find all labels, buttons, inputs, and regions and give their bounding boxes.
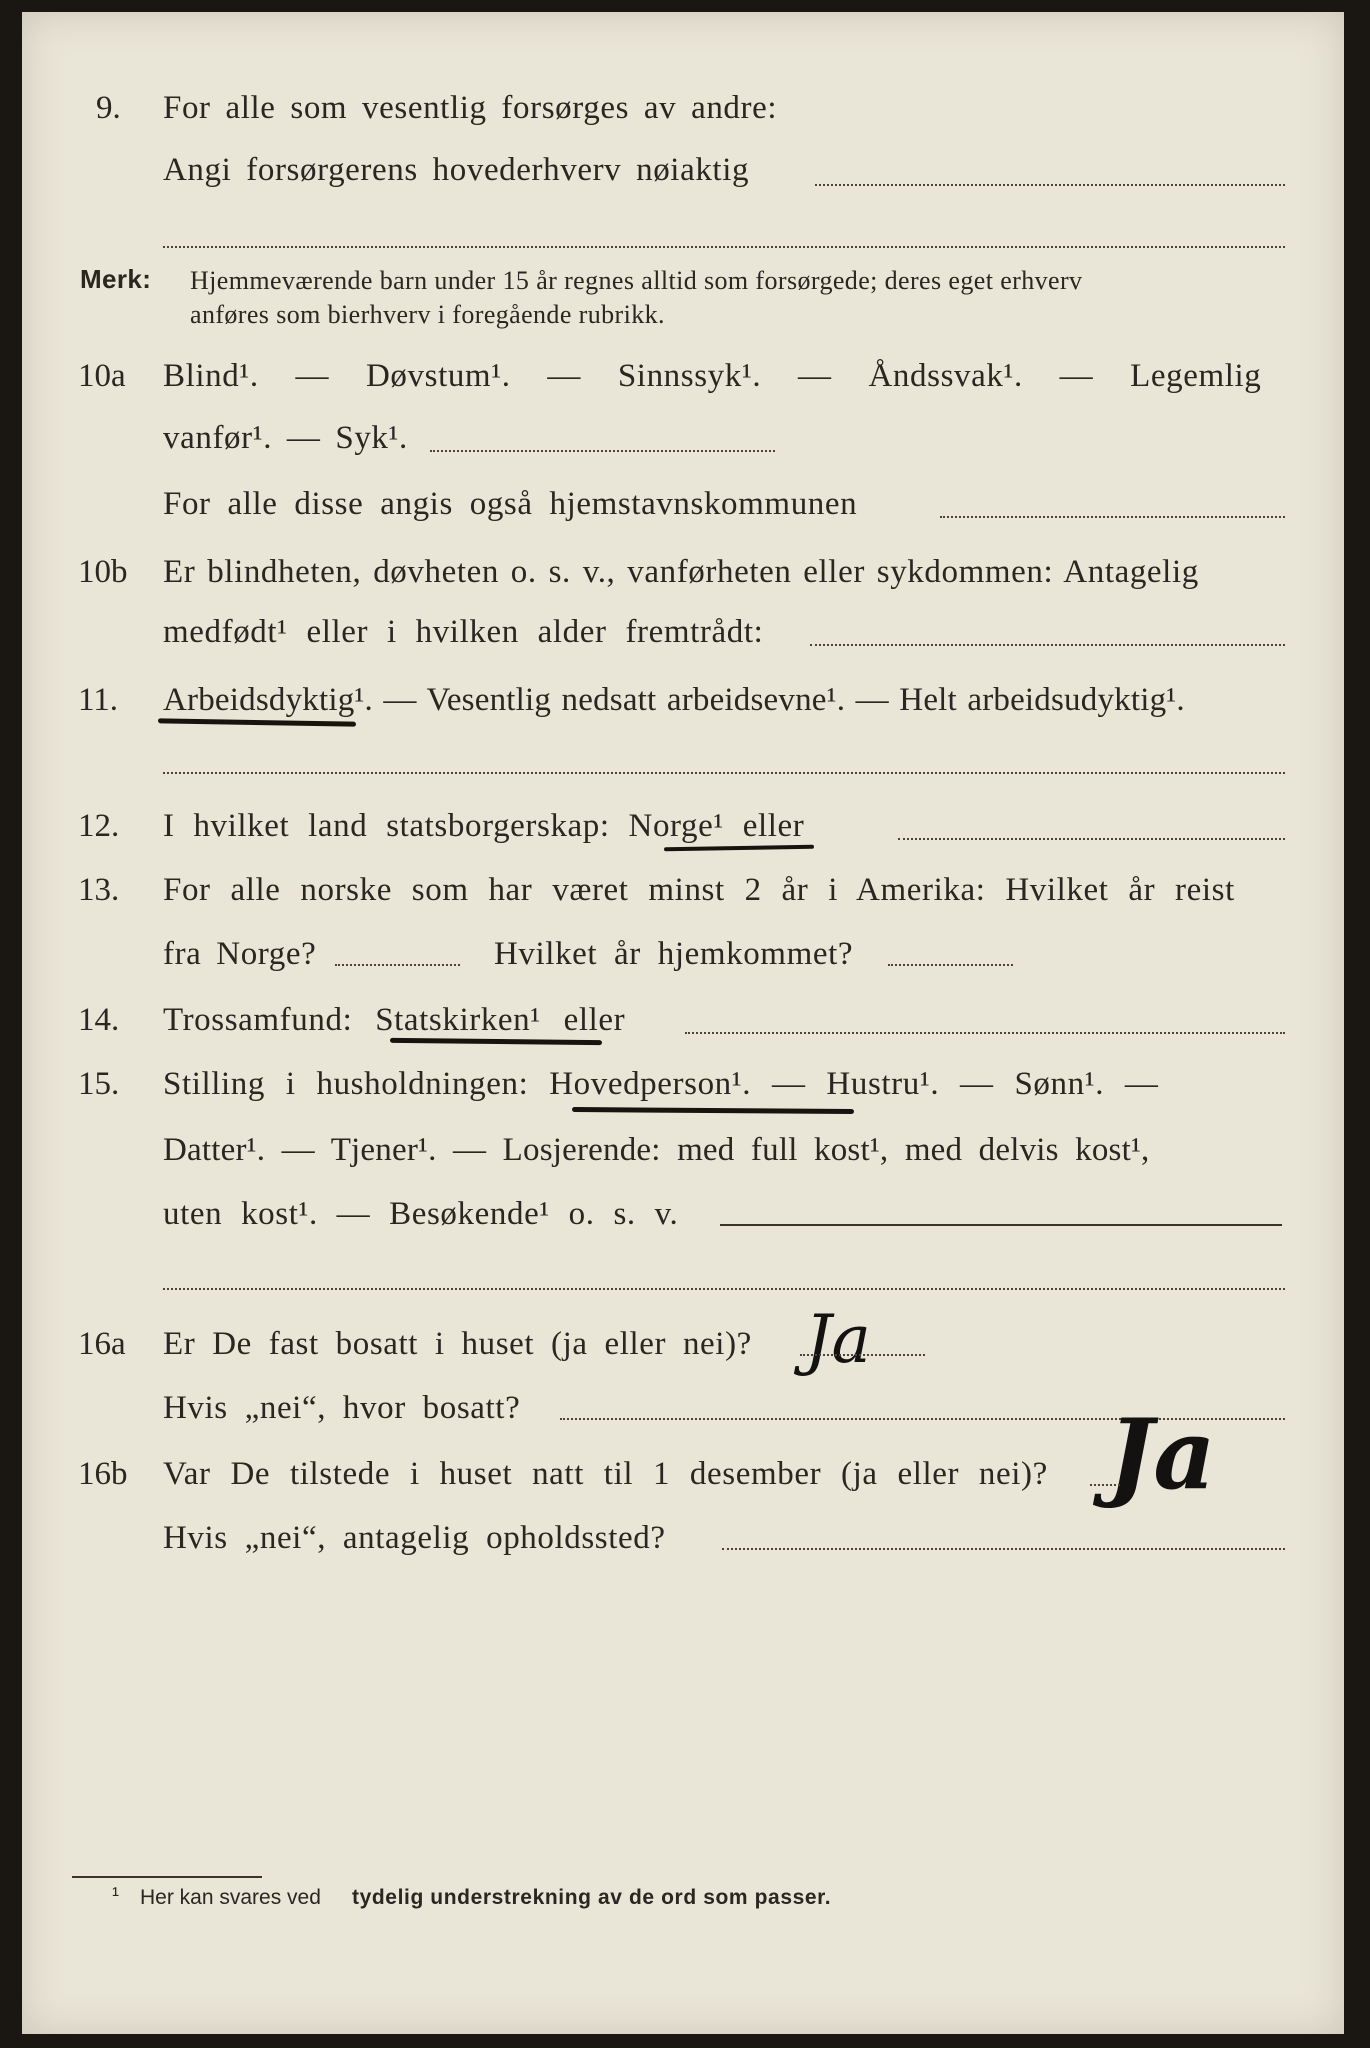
q16a-line2: Hvis „nei“, hvor bosatt? bbox=[163, 1390, 521, 1426]
q10a-line1: Blind¹. — Døvstum¹. — Sinnssyk¹. — Åndssvak¹. — Legemlig bbox=[163, 358, 1262, 394]
merk-label: Merk: bbox=[80, 264, 152, 294]
q10a-answer-line[interactable] bbox=[430, 450, 775, 452]
q16b-number: 16b bbox=[78, 1456, 128, 1492]
q11-number: 11. bbox=[78, 682, 119, 718]
q10a-number: 10a bbox=[78, 358, 126, 394]
q16a-line1: Er De fast bosatt i huset (ja eller nei)? bbox=[163, 1326, 752, 1362]
q14-answer-line[interactable] bbox=[685, 1032, 1285, 1034]
footnote-rule bbox=[72, 1876, 262, 1878]
footnote-text-b: tydelig understrekning av de ord som passer. bbox=[352, 1886, 832, 1909]
footnote-text-a: Her kan svares ved bbox=[140, 1886, 321, 1909]
q9-line1: For alle som vesentlig forsørges av andre: bbox=[163, 90, 778, 126]
q9-line2: Angi forsørgerens hovederhverv nøiaktig bbox=[163, 152, 750, 188]
q10b-line2: medfødt¹ eller i hvilken alder fremtrådt: bbox=[163, 614, 764, 650]
q15-number: 15. bbox=[78, 1066, 120, 1102]
q10a-hometown-line[interactable] bbox=[940, 516, 1285, 518]
q10a-line3: For alle disse angis også hjemstavnskommunen bbox=[163, 486, 858, 522]
q12-text: I hvilket land statsborgerskap: Norge¹ eller bbox=[163, 808, 805, 844]
q16b-answer-line[interactable] bbox=[1090, 1484, 1120, 1486]
q10b-number: 10b bbox=[78, 554, 128, 590]
q15-answer-line-2[interactable] bbox=[163, 1288, 1285, 1290]
q9-number: 9. bbox=[96, 90, 121, 126]
q14-text: Trossamfund: Statskirken¹ eller bbox=[163, 1002, 626, 1038]
footnote-mark: ¹ bbox=[112, 1884, 119, 1907]
q16a-number: 16a bbox=[78, 1326, 126, 1362]
q11-answer-line[interactable] bbox=[163, 772, 1285, 774]
q15-answer-line[interactable] bbox=[720, 1224, 1282, 1226]
q12-answer-line[interactable] bbox=[898, 838, 1285, 840]
q13-year-left-line[interactable] bbox=[335, 964, 460, 966]
q12-number: 12. bbox=[78, 808, 120, 844]
q11-text: Arbeidsdyktig¹. — Vesentlig nedsatt arbeidsevne¹. — Helt arbeidsudyktig¹. bbox=[163, 682, 1185, 718]
q10b-line1: Er blindheten, døvheten o. s. v., vanførheten eller sykdommen: Antagelig bbox=[163, 554, 1199, 590]
q16a-answer-line[interactable] bbox=[800, 1354, 925, 1356]
q13-line2b: Hvilket år hjemkommet? bbox=[494, 936, 854, 972]
q15-line1: Stilling i husholdningen: Hovedperson¹. — Hustru¹. — Sønn¹. — bbox=[163, 1066, 1159, 1102]
q16b-line2: Hvis „nei“, antagelig opholdssted? bbox=[163, 1520, 666, 1556]
q16a-handwritten-answer: Ja bbox=[805, 1301, 871, 1378]
q16b-handwritten-answer: Ja bbox=[1108, 1398, 1216, 1511]
q15-line3: uten kost¹. — Besøkende¹ o. s. v. bbox=[163, 1196, 679, 1232]
q9-answer-line[interactable] bbox=[815, 184, 1285, 186]
q13-line1: For alle norske som har været minst 2 år i Amerika: Hvilket år reist bbox=[163, 872, 1235, 908]
q16b-whereabouts-line[interactable] bbox=[722, 1548, 1285, 1550]
q10a-line2: vanfør¹. — Syk¹. bbox=[163, 420, 408, 456]
q13-line2a: fra Norge? bbox=[163, 936, 317, 972]
q14-number: 14. bbox=[78, 1002, 120, 1038]
q16b-line1: Var De tilstede i huset natt til 1 desember (ja eller nei)? bbox=[163, 1456, 1048, 1492]
merk-line1: Hjemmeværende barn under 15 år regnes alltid som forsørgede; deres eget erhverv bbox=[190, 266, 1083, 295]
q10b-answer-line[interactable] bbox=[810, 644, 1285, 646]
merk-line2: anføres som bierhverv i foregående rubrikk. bbox=[190, 300, 665, 329]
q9-answer-line-2[interactable] bbox=[163, 246, 1285, 248]
q15-line2: Datter¹. — Tjener¹. — Losjerende: med full kost¹, med delvis kost¹, bbox=[163, 1132, 1150, 1168]
q13-number: 13. bbox=[78, 872, 120, 908]
q13-year-returned-line[interactable] bbox=[888, 964, 1013, 966]
